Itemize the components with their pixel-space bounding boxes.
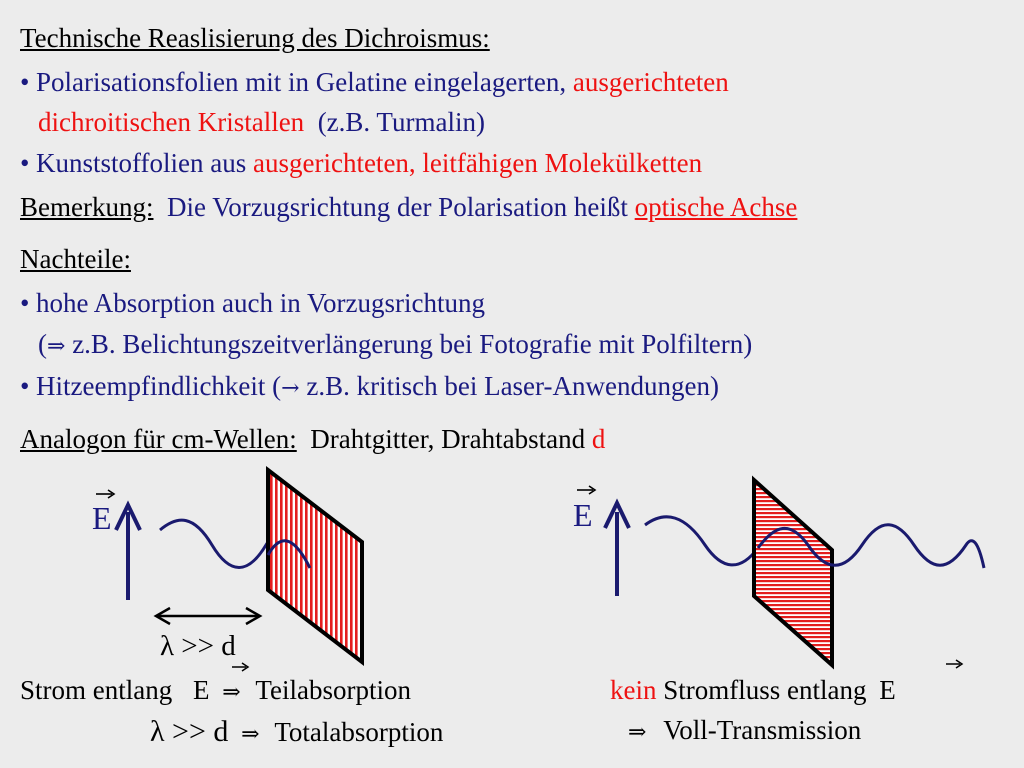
analog-label: Analogon für cm-Wellen:	[20, 424, 297, 454]
right-e-label: E	[573, 497, 593, 533]
bullet-dot: •	[20, 371, 30, 401]
remark-highlight: optische Achse	[634, 192, 798, 222]
right-diagram	[577, 480, 984, 665]
bullet-2-text: Kunststoffolien aus	[36, 148, 253, 178]
implies-arrow-icon: ⇒	[628, 720, 647, 745]
right-arrow-icon: →	[281, 376, 300, 401]
paren-open: (	[38, 329, 47, 359]
page-title: Technische Reaslisierung des Dichroismus:	[20, 23, 490, 53]
lambda-label: λ >> d	[160, 630, 236, 662]
right-caption-1	[610, 674, 896, 706]
implies-arrow-icon: ⇒	[222, 680, 241, 705]
disadvantage-2-example: z.B. kritisch bei Laser-Anwendungen)	[299, 371, 719, 401]
bullet-dot: •	[20, 67, 30, 97]
remark-text: Die Vorzugsrichtung der Polarisation heißt	[166, 192, 635, 222]
implies-arrow-icon: ⇒	[47, 334, 66, 359]
right-wire-grid	[754, 480, 832, 665]
bullet-2-highlight: ausgerichteten, leitfähigen Molekülketten	[253, 148, 703, 178]
right-caption-highlight: kein	[610, 675, 657, 705]
left-wire-grid	[268, 470, 362, 662]
bullet-1-text: Polarisationsfolien mit in Gelatine eingelagerten,	[36, 67, 573, 97]
left-caption-2	[150, 716, 443, 751]
right-caption-2	[628, 714, 861, 749]
left-caption-1-text: Strom entlang	[20, 675, 173, 705]
analog-text: Drahtgitter, Drahtabstand	[310, 424, 592, 454]
remark-label: Bemerkung:	[20, 192, 154, 222]
left-e-label: E	[92, 500, 112, 536]
bullet-1-example: (z.B. Turmalin)	[317, 107, 485, 137]
left-caption-1-result: Teilabsorption	[255, 675, 412, 705]
analog-d: d	[591, 424, 606, 454]
disadvantage-1-example: z.B. Belichtungszeitverlängerung bei Fotografie mit Polfiltern)	[65, 329, 753, 359]
disadvantage-2-text: Hitzeempfindlichkeit (	[36, 371, 282, 401]
inline-e-label: E	[879, 675, 896, 705]
right-wave-in	[645, 517, 758, 565]
bullet-1-highlight: ausgerichteten	[572, 67, 729, 97]
implies-arrow-icon: ⇒	[241, 722, 260, 747]
right-caption-1-text: Stromfluss entlang	[656, 675, 867, 705]
disadvantages-label: Nachteile:	[20, 244, 131, 274]
lambda-inline-label: λ >> d	[150, 715, 229, 748]
disadvantage-1-text: hohe Absorption auch in Vorzugsrichtung	[36, 288, 485, 318]
bullet-dot: •	[20, 148, 30, 178]
bullet-1-highlight-2: dichroitischen Kristallen	[38, 107, 305, 137]
left-caption-1	[20, 674, 411, 709]
left-caption-2-result: Totalabsorption	[274, 717, 444, 747]
bullet-dot: •	[20, 288, 30, 318]
inline-e-label: E	[192, 675, 210, 705]
right-caption-2-result: Voll-Transmission	[663, 715, 862, 745]
